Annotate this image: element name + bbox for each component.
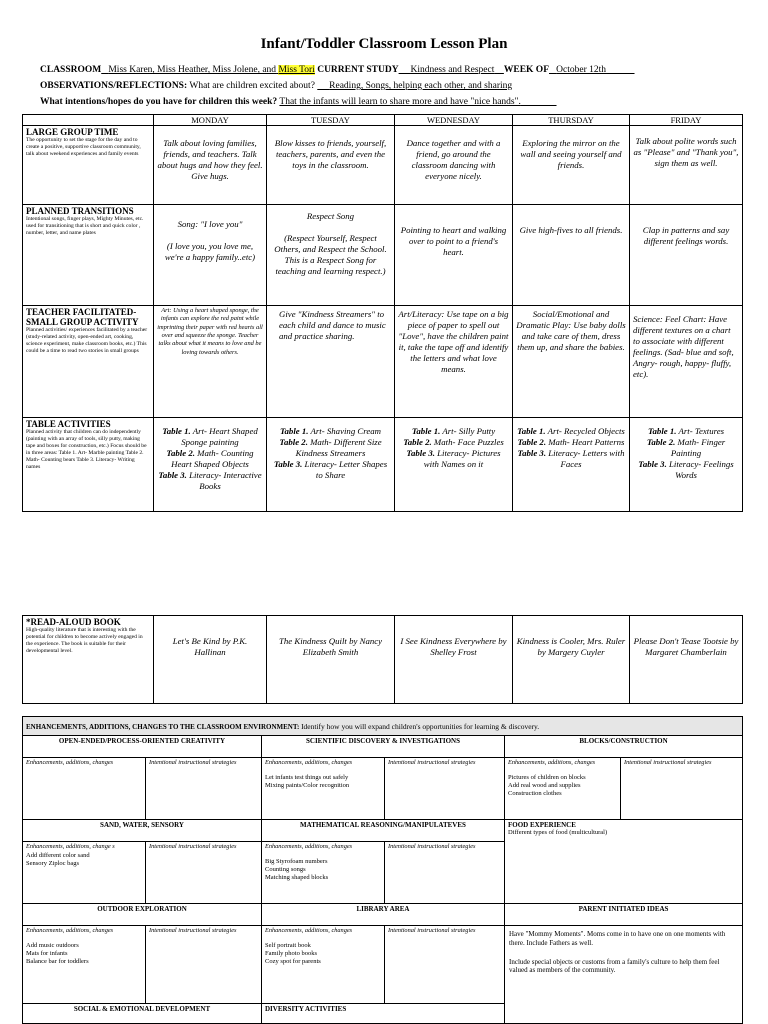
plan-row-small-group	[23, 306, 743, 418]
corner-cell	[23, 115, 154, 126]
day-header: MONDAY	[154, 115, 267, 126]
plan-cell: Talk about polite words such as "Please" and "Thank you", sign them as well.	[630, 126, 743, 205]
table-activity-line	[157, 426, 263, 448]
section-title-row	[23, 736, 743, 758]
intentions-line	[40, 97, 557, 107]
plan-cell: Blow kisses to friends, yourself, teachers, parents, and even the toys in the classroom.	[267, 126, 395, 205]
observations-answer: Reading, Songs, helping each other, and sharing	[329, 81, 513, 91]
enhancements-cell	[23, 926, 146, 1004]
table-activity-line	[633, 426, 739, 437]
section-items: Pictures of children on blocks Add real wood and supplies Construction clothes	[508, 774, 586, 798]
enhancements-cell	[23, 842, 146, 904]
book-cell: Kindness is Cooler, Mrs. Ruler by Margery Cuyler	[513, 616, 630, 704]
environment-title-row	[23, 717, 743, 736]
plan-cell	[630, 418, 743, 512]
section-diversity-title: DIVERSITY ACTIVITIES	[262, 1004, 505, 1024]
table-number: Table 2.	[646, 436, 676, 447]
plan-cell: Exploring the mirror on the wall and seeing yourself and friends.	[513, 126, 630, 205]
row-title: LARGE GROUP TIME	[26, 127, 119, 137]
plan-cell	[513, 418, 630, 512]
section-title-row	[23, 820, 743, 842]
row-heading	[23, 306, 154, 418]
section-title-row	[23, 904, 743, 926]
book-cell: Please Don't Tease Tootsie by Margaret Chamberlain	[630, 616, 743, 704]
parent-idea: Have "Mommy Moments". Moms come in to have one on one moments with there. Include Fathers as well.	[509, 930, 726, 947]
plan-row-large-group	[23, 126, 743, 205]
table-number: Table 1.	[517, 426, 546, 436]
table-activity-line	[516, 448, 626, 470]
table-number: Table 2.	[279, 436, 308, 447]
plan-cell: Give "Kindness Streamers" to each child and dance to music and practice sharing.	[267, 306, 395, 418]
table-number: Table 2.	[517, 436, 547, 447]
enhancements-label: Enhancements, additions, changes	[265, 927, 353, 934]
table-activity-text: Art- Silly Putty	[440, 426, 496, 436]
row-heading	[23, 418, 154, 512]
strategies-label: Intentional instructional strategies	[149, 759, 237, 766]
table-activity-text: Math- Finger Painting	[670, 436, 726, 458]
enhancements-label: Enhancements, additions, changes	[265, 759, 353, 766]
plan-cell: Talk about loving families, friends, and teachers. Talk about hugs and how they feel. Give hugs.	[154, 126, 267, 205]
section-science-title: SCIENTIFIC DISCOVERY & INVESTIGATIONS	[262, 736, 505, 758]
environment-heading: ENHANCEMENTS, ADDITIONS, CHANGES TO THE CLASSROOM ENVIRONMENT:	[26, 722, 300, 731]
table-activity-line	[398, 437, 509, 448]
plan-row-table-activities	[23, 418, 743, 512]
table-activity-line	[157, 470, 263, 492]
plan-cell: Art: Using a heart shaped sponge, the infants can explore the red paint while imprinting their paper with red hearts all over and squeeze the sponge. Teacher talks about what it means to love and be loving towards others.	[154, 306, 267, 418]
strategies-label: Intentional instructional strategies	[388, 843, 476, 850]
environment-title	[23, 717, 743, 736]
table-activity-text: Art- Heart Shaped Sponge painting	[181, 426, 258, 447]
row-heading	[23, 616, 154, 704]
table-number: Table 3.	[517, 447, 547, 458]
row-description: High-quality literature that is interesting with the potential for children to become actively engaged in the experience. The book is suitable for their developmental level.	[26, 627, 143, 654]
table-number: Table 3.	[158, 469, 187, 480]
section-outdoor-title: OUTDOOR EXPLORATION	[23, 904, 262, 926]
table-activity-text: Art- Shaving Cream	[308, 426, 382, 436]
table-number: Table 3.	[638, 458, 667, 469]
intentions-label: What intentions/hopes do you have for children this week?	[40, 97, 278, 107]
section-items: Different types of food (multicultural)	[508, 829, 608, 836]
plan-row-transitions	[23, 205, 743, 306]
table-activity-text: Art- Textures	[676, 426, 725, 436]
enhancements-label: Enhancements, additions, changes	[26, 759, 114, 766]
enhancements-label: Enhancements, additions, changes	[26, 927, 114, 934]
plan-cell: Science: Feel Chart: Have different textures on a chart to associate with different feelings. (Sad- blue and soft, Angry- rough, happy- fluffy, etc).	[630, 306, 743, 418]
plan-cell	[395, 418, 513, 512]
table-number: Table 1.	[279, 426, 309, 436]
section-math-title: MATHEMATICAL REASONING/MANIPULATEVES	[262, 820, 505, 842]
table-activity-text: Literacy- Interactive Books	[186, 469, 262, 491]
environment-subtitle: Identify how you will expand children's opportunities for learning & discovery.	[301, 721, 540, 731]
strategies-cell	[146, 926, 262, 1004]
table-activity-text: Math- Heart Patterns	[546, 436, 625, 447]
day-header: THURSDAY	[513, 115, 630, 126]
table-number: Table 1.	[162, 426, 191, 436]
row-title: TEACHER FACILITATED- SMALL GROUP ACTIVITY	[26, 307, 139, 327]
table-number: Table 2.	[166, 447, 195, 458]
row-description: Intentional songs, finger plays, Mighty Minutes, etc. used for transitioning that is short and quick color , number, letter, and name plates	[26, 216, 144, 236]
weekly-plan-table	[22, 114, 743, 512]
enhancements-cell	[262, 926, 385, 1004]
enhancements-cell	[262, 842, 385, 904]
section-food	[505, 820, 743, 904]
table-number: Table 1.	[647, 426, 677, 436]
enhancements-cell	[262, 758, 385, 820]
table-activity-line	[270, 426, 391, 437]
row-description: Planned activities/ experiences facilitated by a teacher (study-related activity, open-ended art, cooking, science experiment, make classroom books, etc.) This could be a time to read two stories in small groups	[26, 327, 148, 354]
strategies-label: Intentional instructional strategies	[149, 927, 237, 934]
section-content-row	[23, 926, 743, 1004]
strategies-cell	[621, 758, 743, 820]
table-activity-line	[398, 426, 509, 437]
book-cell: The Kindness Quilt by Nancy Elizabeth Smith	[267, 616, 395, 704]
plan-cell: Pointing to heart and walking over to point to a friend's heart.	[395, 205, 513, 306]
day-header-row	[23, 115, 743, 126]
read-aloud-table	[22, 615, 743, 704]
highlighted-teacher: Miss Tori	[278, 65, 315, 75]
section-library-title: LIBRARY AREA	[262, 904, 505, 926]
plan-cell	[154, 418, 267, 512]
table-activity-text: Art- Recycled Objects	[545, 426, 625, 436]
row-title: PLANNED TRANSITIONS	[26, 206, 134, 216]
table-activity-line	[516, 426, 626, 437]
section-social-title: SOCIAL & EMOTIONAL DEVELOPMENT	[23, 1004, 262, 1024]
row-title: TABLE ACTIVITIES	[26, 419, 111, 429]
book-cell: Let's Be Kind by P.K. Hallinan	[154, 616, 267, 704]
read-aloud-row	[23, 616, 743, 704]
classroom-line	[40, 65, 635, 75]
week-label: WEEK OF	[503, 65, 550, 75]
environment-table	[22, 716, 743, 1024]
strategies-label: Intentional instructional strategies	[388, 927, 476, 934]
classroom-label: CLASSROOM	[40, 65, 102, 75]
section-food-title: FOOD EXPERIENCE	[508, 821, 576, 829]
table-activity-text: Math- Face Puzzles	[431, 436, 504, 447]
table-activity-line	[270, 437, 391, 459]
row-description: The opportunity to set the stage for the day and to create a positive, supportive classroom community, talk about weekend experiences and family events	[26, 137, 141, 157]
parent-idea: Include special objects or customs from a family's culture to help them feel valued as members of the community.	[509, 957, 720, 975]
strategies-cell	[146, 842, 262, 904]
day-header: FRIDAY	[630, 115, 743, 126]
intentions-answer: That the infants will learn to share more and have "nice hands".	[279, 97, 521, 107]
table-activity-line	[157, 448, 263, 470]
table-activity-text: Literacy- Pictures with Names on it	[423, 447, 501, 469]
enhancements-label: Enhancements, additions, change s	[26, 843, 115, 850]
parent-ideas-cell	[505, 926, 743, 1024]
plan-cell: Give high-fives to all friends.	[513, 205, 630, 306]
current-study: Kindness and Respect	[410, 65, 495, 75]
section-items: Add music outdoors Mats for infants Balance bar for toddlers	[26, 942, 89, 966]
table-activity-line	[398, 448, 509, 470]
current-study-label: CURRENT STUDY	[317, 65, 399, 75]
table-activity-line	[516, 437, 626, 448]
table-number: Table 1.	[411, 426, 441, 436]
table-number: Table 3.	[406, 447, 435, 458]
book-cell: I See Kindness Everywhere by Shelley Frost	[395, 616, 513, 704]
strategies-cell	[385, 842, 505, 904]
teachers: Miss Karen, Miss Heather, Miss Jolene, and	[108, 65, 277, 75]
strategies-label: Intentional instructional strategies	[388, 759, 476, 766]
section-blocks-title: BLOCKS/CONSTRUCTION	[505, 736, 743, 758]
section-sand-title: SAND, WATER, SENSORY	[23, 820, 262, 842]
table-activity-text: Literacy- Letters with Faces	[546, 447, 625, 469]
table-activity-line	[633, 459, 739, 481]
table-number: Table 3.	[273, 458, 303, 469]
table-activity-text: Literacy- Feelings Words	[666, 458, 734, 480]
plan-cell: Respect Song (Respect Yourself, Respect Others, and Respect the School. This is a Respect Song for teaching and learning respect.)	[267, 205, 395, 306]
section-parent-title: PARENT INITIATED IDEAS	[505, 904, 743, 926]
table-activity-line	[633, 437, 739, 459]
enhancements-cell	[505, 758, 621, 820]
observations-line	[40, 81, 512, 91]
section-open-ended-title: OPEN-ENDED/PROCESS-ORIENTED CREATIVITY	[23, 736, 262, 758]
strategies-label: Intentional instructional strategies	[624, 759, 712, 766]
table-activity-text: Math- Counting Heart Shaped Objects	[171, 447, 254, 469]
plan-cell: Dance together and with a friend, go around the classroom dancing with everyone nicely.	[395, 126, 513, 205]
table-activity-line	[270, 459, 391, 481]
row-heading	[23, 205, 154, 306]
row-heading	[23, 126, 154, 205]
table-number: Table 2.	[403, 436, 432, 447]
day-header: WEDNESDAY	[395, 115, 513, 126]
week: October 12th	[556, 65, 607, 75]
enhancements-label: Enhancements, additions, changes	[265, 843, 353, 850]
table-activity-text: Math- Different Size Kindness Streamers	[295, 436, 382, 458]
enhancements-label: Enhancements, additions, changes	[508, 759, 596, 766]
enhancements-cell	[23, 758, 146, 820]
row-title: *READ-ALOUD BOOK	[26, 617, 121, 627]
plan-cell: Social/Emotional and Dramatic Play: Use baby dolls and take care of them, dress them up, and share the babies.	[513, 306, 630, 418]
observations-question: What are children excited about?	[189, 81, 315, 91]
section-items: Add different color sand Sensory Ziploc bags	[26, 852, 90, 868]
observations-label: OBSERVATIONS/REFLECTIONS:	[40, 81, 188, 91]
strategies-cell	[146, 758, 262, 820]
row-description: Planned activity that children can do independently (painting with an array of tools, silly putty, making tape and boxes for construction, etc.) Focus should be in three areas: Table 1. Art- Marble painting Table 2. Math- Counting bears Table 3. Literacy- Writing names	[26, 429, 147, 470]
page-title: Infant/Toddler Classroom Lesson Plan	[260, 36, 508, 52]
section-content-row	[23, 758, 743, 820]
section-items: Big Styrofoam numbers Counting songs Matching shaped blocks	[265, 858, 329, 882]
strategies-cell	[385, 758, 505, 820]
strategies-label: Intentional instructional strategies	[149, 843, 237, 850]
plan-cell: Art/Literacy: Use tape on a big piece of paper to spell out "Love", have the children paint it, take the tape off and identify the letters and what love means.	[395, 306, 513, 418]
day-header: TUESDAY	[267, 115, 395, 126]
plan-cell: Clap in patterns and say different feelings words.	[630, 205, 743, 306]
plan-cell: Song: "I love you" (I love you, you love me, we're a happy family..etc)	[154, 205, 267, 306]
section-items: Let infants test things out safely Mixing paints/Color recognition	[265, 774, 350, 790]
strategies-cell	[385, 926, 505, 1004]
table-activity-text: Literacy- Letter Shapes to Share	[302, 458, 388, 480]
plan-cell	[267, 418, 395, 512]
section-items: Self portrait book Family photo books Cozy spot for parents	[265, 942, 321, 966]
